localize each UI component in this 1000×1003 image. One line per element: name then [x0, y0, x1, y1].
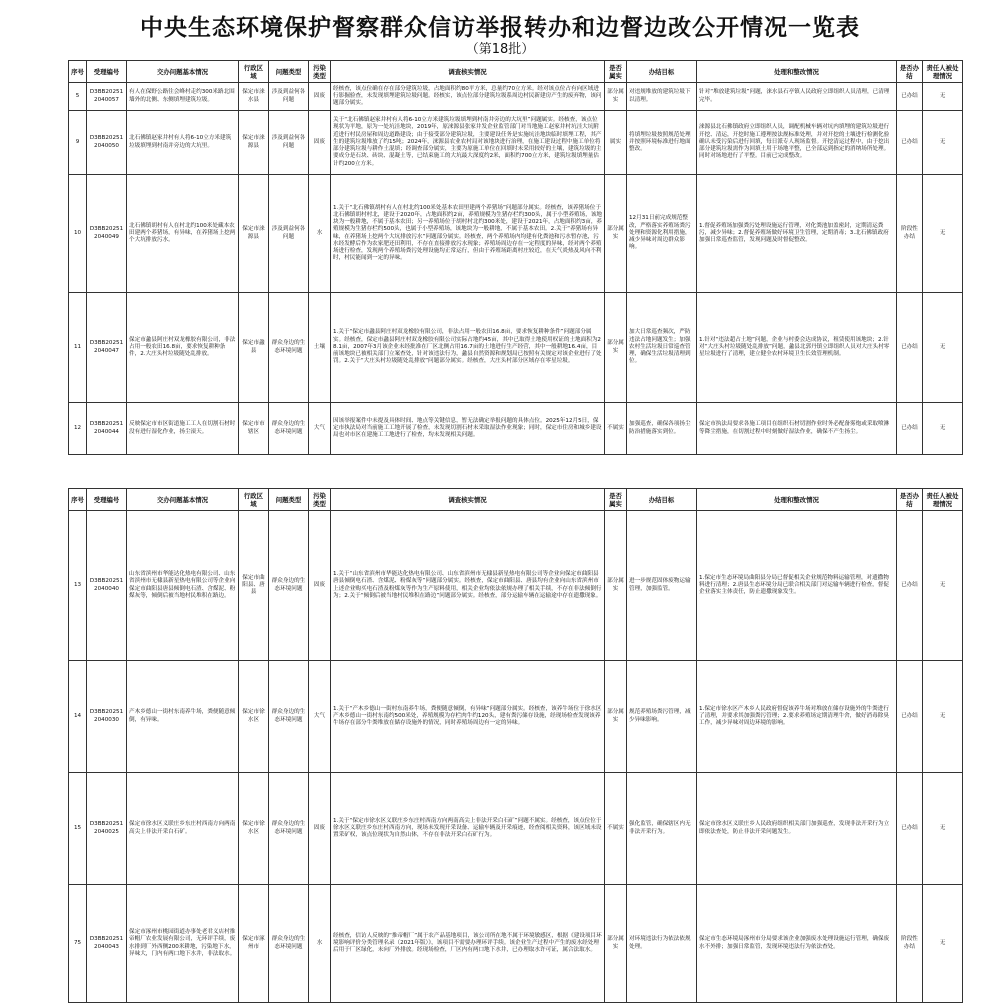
issue-description-cell: 有人在保野公路往会峰村走约300米路北围墙外的北侧、东侧填埋建筑垃圾。	[127, 83, 239, 111]
action-taken-cell: 1.保定市生态环境局曲阳县分局已督促相关企业规范物料运输管理，对遗撒物料进行清理；2.唐县生态环境分局已联合相关部门对运输车辆进行检查，督促企业落实主体责任，防止遗撒现象发生。	[697, 511, 897, 661]
row-number-cell: 5	[69, 83, 87, 111]
column-header-row-number: 序号	[69, 489, 87, 511]
completion-status-cell: 已办结	[897, 403, 923, 455]
column-header-region: 行政区域	[239, 61, 269, 83]
column-header-issue-description: 交办问题基本情况	[127, 61, 239, 83]
case-id-cell: D3BB20251 2040044	[87, 403, 127, 455]
issue-type-cell: 涉及到益何各问题	[269, 111, 309, 175]
column-header-verification: 调查核实情况	[331, 489, 605, 511]
is-true-cell: 部分属实	[605, 175, 627, 293]
case-id-cell: D3BB20251 2040047	[87, 293, 127, 403]
table-row	[69, 885, 963, 1003]
table-header-row	[69, 61, 963, 83]
issue-description-cell: 反映保定市市区街道施工工人在切割石材时没有进行湿化作业，扬尘滚天。	[127, 403, 239, 455]
case-id-cell: D3BB20251 2040025	[87, 773, 127, 885]
column-header-action-taken: 处理和整改情况	[697, 61, 897, 83]
pollution-type-cell: 大气	[309, 661, 331, 773]
case-id-cell: D3BB20251 2040049	[87, 175, 127, 293]
column-header-goal: 办结目标	[627, 489, 697, 511]
action-taken-cell: 针对“堆放建筑垃圾”问题，涞水县石亭镇人民政府立即组织人员清理，已清理完毕。	[697, 83, 897, 111]
table-header-row	[69, 489, 963, 511]
pollution-type-cell: 固废	[309, 511, 331, 661]
column-header-completion-status: 是否办结	[897, 489, 923, 511]
action-taken-cell: 保定市执法局要求各施工项目在组织石材切割作业时务必配备雾炮或采取喷淋等降尘措施，在切割过程中时刻做好湿法作业，确保不产生扬尘。	[697, 403, 897, 455]
issue-type-cell: 群众身边的生态环境问题	[269, 773, 309, 885]
issue-description-cell: 北石佛镇赵家井村有人将6-10立方米建筑垃圾填埋到村南并旁边的大坑里。	[127, 111, 239, 175]
pollution-type-cell: 固废	[309, 773, 331, 885]
goal-cell: 强化监管，确保辖区内无非法开采行为。	[627, 773, 697, 885]
region-cell: 保定市涞源县	[239, 111, 269, 175]
responsible-handling-cell: 无	[923, 885, 963, 1003]
pollution-type-cell: 水	[309, 175, 331, 293]
column-header-case-id: 受理编号	[87, 61, 127, 83]
column-header-verification: 调查核实情况	[331, 61, 605, 83]
completion-status-cell: 已办结	[897, 293, 923, 403]
is-true-cell: 不属实	[605, 403, 627, 455]
row-number-cell: 9	[69, 111, 87, 175]
table-row	[69, 661, 963, 773]
action-taken-cell: 1.针对“违法超占土地”问题，企业与村委会达成协议，租赁使用该地块；2.针对“大庄头村垃圾随处乱排放”问题，蠡县北郭丹镇立即组织人员对大庄头村零星垃圾进行了清理，建立健全农村环境卫生长效管理机制。	[697, 293, 897, 403]
case-id-cell: D3BB20251 2040050	[87, 111, 127, 175]
pollution-type-cell: 固废	[309, 111, 331, 175]
column-header-responsible-handling: 责任人被处理情况	[923, 61, 963, 83]
issue-description-cell: 产木乡德山一街村东南养牛场，粪便随意倾倒，有异味。	[127, 661, 239, 773]
issue-type-cell: 群众身边的生态环境问题	[269, 885, 309, 1003]
column-header-row-number: 序号	[69, 61, 87, 83]
action-taken-cell: 涞源县北石佛镇政府立即组织人员，调配机械车辆对坑内填埋的建筑垃圾进行开挖、清运，开挖时施工遵理按法规标准处理，并对开挖的土壤进行检测化验确认未受污染后进行回填，每日派专人现场监督。开挖清运过程中，由于挖出部分建筑垃圾需作为回填土用于场地平整，已全部运到指定的消纳场所处理。同时对场地进行了平整。目前已完成整改。	[697, 111, 897, 175]
row-number-cell: 12	[69, 403, 87, 455]
goal-cell: 加强巡查，确保各项扬尘防治措施落实到位。	[627, 403, 697, 455]
row-number-cell: 14	[69, 661, 87, 773]
is-true-cell: 不属实	[605, 773, 627, 885]
pollution-type-cell: 固废	[309, 83, 331, 111]
issue-description-cell: 保定市涿州市桃园街道办事处老君义店村推帝帽厂农业发展有限公司，无环评手续，废水排到厂外西侧200米耕地，污染地下水，异味大，门内有两口地下水井，非法取水。	[127, 885, 239, 1003]
region-cell: 保定市蠡县	[239, 293, 269, 403]
completion-status-cell: 已办结	[897, 511, 923, 661]
column-header-pollution-type: 污染类型	[309, 489, 331, 511]
goal-cell: 对违规堆放的建筑垃圾下以清理。	[627, 83, 697, 111]
completion-status-cell: 阶段性办结	[897, 885, 923, 1003]
is-true-cell: 部分属实	[605, 885, 627, 1003]
is-true-cell: 部分属实	[605, 293, 627, 403]
goal-cell: 对环境违法行为依法依规处理。	[627, 885, 697, 1003]
action-taken-cell: 保定市生态环境局涿州市分局要求该企业加强废水处理设施运行管理，确保废水不外排；加强日常监管，发现环境违法行为依法查处。	[697, 885, 897, 1003]
issue-description-cell: 北石佛镇胡村有人在村北约100米处藏本农田建两个养猪场，有异味，在养猪场上挖两个大坑排放污水。	[127, 175, 239, 293]
issue-type-cell: 群众身边的生态环境问题	[269, 511, 309, 661]
row-number-cell: 10	[69, 175, 87, 293]
column-header-region: 行政区域	[239, 489, 269, 511]
column-header-issue-type: 问题类型	[269, 489, 309, 511]
column-header-goal: 办结目标	[627, 61, 697, 83]
region-cell: 保定市徐水区	[239, 773, 269, 885]
pollution-type-cell: 土壤	[309, 293, 331, 403]
goal-cell: 12月31日前完成规范整改，严格落实养殖场粪污处理和资源化利用措施，减少异味对周边群众影响。	[627, 175, 697, 293]
pollution-type-cell: 大气	[309, 403, 331, 455]
column-header-issue-type: 问题类型	[269, 61, 309, 83]
table-row	[69, 773, 963, 885]
row-number-cell: 15	[69, 773, 87, 885]
region-cell: 保定市涞源县	[239, 175, 269, 293]
issue-type-cell: 群众身边的生态环境问题	[269, 293, 309, 403]
page-title: 中央生态环境保护督察群众信访举报转办和边督边改公开情况一览表	[140, 15, 860, 41]
column-header-is-true: 是否属实	[605, 61, 627, 83]
region-cell: 保定市涞水县	[239, 83, 269, 111]
table-row	[69, 83, 963, 111]
issue-type-cell: 涉及到益何各问题	[269, 83, 309, 111]
responsible-handling-cell: 无	[923, 661, 963, 773]
region-cell: 保定市市辖区	[239, 403, 269, 455]
issue-description-cell: 保定市徐水区义联庄乡东庄村西南方向两南高尖上非法开采白石矿。	[127, 773, 239, 885]
is-true-cell: 部分属实	[605, 511, 627, 661]
verification-cell: 1.关于“北石佛镇胡村有人在村北约100米处基本农田里建两个养猪场”问题部分属实。经核查，该养猪场位于北石佛镇胡村村北，建设于2020年，占地面积约2亩，养殖规模为生猪存栏约300头，属于小型养殖场，该地块为一般耕地，不属于基本农田；另一养殖场位于胡村村北约300米处，建设于2021年，占地面积约3亩，养殖规模为生猪存栏约500头，也属于小型养殖场，该地块为一般耕地，不属于基本农田。2.关于“养猪场有异味，在养猪场上挖两个大坑排放污水”问题部分属实。经核查，两个养殖场内均建有化粪池和污水暂存池，污水经发酵后作为农家肥还田利用，不存在直接排放污水现象；养殖场周边存在一定程度的异味，经对两个养殖场进行检查，发现两个养殖场粪污处理设施均正常运行，但由于养殖场距离村庄较近，在天气炎热及风向不利时，村民能闻到一定的异味。	[331, 175, 605, 293]
is-true-cell: 部分属实	[605, 83, 627, 111]
action-taken-cell: 1.保定市徐水区产木乡人民政府督促该养牛场对堆放在储存设施外的牛粪进行了清理，并要求其加强粪污管理；2.要求养殖场定期清理牛舍，做好消毒除臭工作，减少异味对周边环境的影响。	[697, 661, 897, 773]
row-number-cell: 11	[69, 293, 87, 403]
is-true-cell: 部分属实	[605, 661, 627, 773]
column-header-issue-description: 交办问题基本情况	[127, 489, 239, 511]
verification-cell: 1.关于“保定市蠡县阿庄村双龙橡胶有限公司，非法占用一般农田16.8亩，要求恢复耕种条件”问题部分属实。经核查，保定市蠡县阿庄村双龙橡胶有限公司实际占地约45亩，其中已取得土地使用权证的土地面积为28.1亩，2007年3月该企业未经批准在厂区北侧占用16.7亩的土地进行生产经营，其中一般耕地16.4亩，目前该地块已被相关部门立案查处，针对该违法行为，蠡县自然资源和规划局已按照有关规定对该企业进行了处罚。2.关于“大庄头村垃圾随处乱排放”问题部分属实。经核查，大庄头村部分区域存在零星垃圾。	[331, 293, 605, 403]
case-id-cell: D3BB20251 2040030	[87, 661, 127, 773]
completion-status-cell: 阶段性办结	[897, 175, 923, 293]
column-header-completion-status: 是否办结	[897, 61, 923, 83]
verification-cell: 1.关于“产木乡德山一街村东南养牛场，粪便随意倾倒，有异味”问题部分属实。经核查，该养牛场位于徐水区产木乡德山一街村东南约500米处，养殖规模为存栏肉牛约120头，建有粪污储存设施，经现场检查发现该养牛场存在部分牛粪堆放在储存设施外的情况，同时养殖场周边有一定的异味。	[331, 661, 605, 773]
pollution-type-cell: 水	[309, 885, 331, 1003]
disclosure-table-1	[68, 60, 963, 455]
verification-cell: 关于“北石佛镇赵家井村有人将6-10立方米建筑垃圾填埋到村南井旁边的大坑里”问题属实。经核查，该点位现状为平地，原为一处坑洼地块，2019年，原涞源县张家井发企业监管部门对当地施工赵家井村坑洼大坑附近进行村民房屋和周边道路建设；由于接受部分建筑垃圾，主要建设任务是实施坑洼地块临时填埋工程，其产生的建筑垃圾堆放了约15吨；2024年，涞源县农业农村局对该地块进行治理，在施工建设过程中施工单位将部分建筑垃圾与耕作土混填；经调查部分属实，主要为原施工单位在回填时未采用较好的土壤，建筑垃圾的主要成分是石块、砖块、混凝土等，已结束施工的大坑最大深度约2米，面积约700立方米，建筑垃圾填埋量估计约200立方米。	[331, 111, 605, 175]
goal-cell: 规范养殖场粪污管理，减少异味影响。	[627, 661, 697, 773]
column-header-case-id: 受理编号	[87, 489, 127, 511]
column-header-is-true: 是否属实	[605, 489, 627, 511]
completion-status-cell: 已办结	[897, 773, 923, 885]
page-subtitle: （第18批）	[465, 42, 535, 57]
region-cell: 保定市曲阳县、唐县	[239, 511, 269, 661]
responsible-handling-cell: 无	[923, 403, 963, 455]
responsible-handling-cell: 无	[923, 83, 963, 111]
responsible-handling-cell: 无	[923, 293, 963, 403]
action-taken-cell: 1.督促养殖场加强粪污处理设施运行管理，对化粪池加盖密封，定期清运粪污，减少异味；2.督促养殖场做好环境卫生管理，定期消毒；3.北石佛镇政府加强日常巡查监管，发现问题及时督促整改。	[697, 175, 897, 293]
column-header-pollution-type: 污染类型	[309, 61, 331, 83]
region-cell: 保定市涿州市	[239, 885, 269, 1003]
table-row	[69, 111, 963, 175]
verification-cell: 经核查，信访人反映的“推帝帽厂”属于农产品基地项目，该公司所在地不属于环境敏感区，根据《建设项目环境影响评价分类管理名录（2021年版）》，该项目不需要办理环评手续。该企业生产过程中产生的废水经处理后用于厂区绿化，未向厂外排放。经现场检查，厂区内有两口地下水井，已办理取水许可证，属合法取水。	[331, 885, 605, 1003]
goal-cell: 加大日常巡查频次，严防违法占地问题发生；加强农村生活垃圾日常巡查管理，确保生活垃圾清理到位。	[627, 293, 697, 403]
issue-type-cell: 群众身边的生态环境问题	[269, 661, 309, 773]
table-row	[69, 511, 963, 661]
responsible-handling-cell: 无	[923, 175, 963, 293]
disclosure-table-2	[68, 488, 963, 1003]
completion-status-cell: 已办结	[897, 661, 923, 773]
verification-cell: 因该举报案件中未提及具体时间、地点等关键信息，暂无法确定举报问题的具体点位。2025年12月5日，保定市执法局对当前施工工地开展了检查，未发现切割石材未采取湿法作业现象；同时，保定市住房和城乡建设局也对市区在建施工工地进行了检查，均未发现相关问题。	[331, 403, 605, 455]
case-id-cell: D3BB20251 2040040	[87, 511, 127, 661]
issue-type-cell: 涉及到益何各问题	[269, 175, 309, 293]
completion-status-cell: 已办结	[897, 111, 923, 175]
case-id-cell: D3BB20251 2040043	[87, 885, 127, 1003]
case-id-cell: D3BB20251 2040057	[87, 83, 127, 111]
row-number-cell: 13	[69, 511, 87, 661]
responsible-handling-cell: 无	[923, 111, 963, 175]
verification-cell: 经核查，该点位确在存在部分建筑垃圾，占地面积约80平方米，总量约70立方米。经对该点位占有向区域进行影掘验查，未发现填埋建筑垃圾问题。经核实，该点位部分建筑垃圾系周边村民新建房产生的废弃物，该问题部分属实。	[331, 83, 605, 111]
column-header-responsible-handling: 责任人被处理情况	[923, 489, 963, 511]
column-header-action-taken: 处理和整改情况	[697, 489, 897, 511]
completion-status-cell: 已办结	[897, 83, 923, 111]
responsible-handling-cell: 无	[923, 773, 963, 885]
issue-type-cell: 群众身边的生态环境问题	[269, 403, 309, 455]
responsible-handling-cell: 无	[923, 511, 963, 661]
table-row	[69, 403, 963, 455]
goal-cell: 进一步规范固体废物运输管理，加强监管。	[627, 511, 697, 661]
issue-description-cell: 山东省滨州市华能达化热电有限公司、山东省滨州市无棣县新星热电有限公司等企业向保定市曲阳县唐县倾倒电石渣、含煤泥、粉煤灰等，倾倒后被当地村民堆积在路边。	[127, 511, 239, 661]
region-cell: 保定市徐水区	[239, 661, 269, 773]
issue-description-cell: 保定市蠡县阿庄村双龙橡胶有限公司，非法占用一般农田16.8亩，要求恢复耕种条件，2.大庄头村垃圾随处乱排放。	[127, 293, 239, 403]
verification-cell: 1.关于“山东省滨州市华能达化热电有限公司、山东省滨州市无棣县新星热电有限公司等企业向保定市曲阳县唐县倾倒电石渣、含煤泥、粉煤灰等”问题部分属实。经核查，保定市曲阳县、唐县均有企业向山东省滨州市上述企业购买电石渣及粉煤灰等作为生产原料使用，相关企业均依法依规办理了相关手续，不存在非法倾倒行为；2.关于“倾倒后被当地村民堆积在路边”问题部分属实。经核查，部分运输车辆在运输途中存在遗撒现象。	[331, 511, 605, 661]
goal-cell: 将填埋垃圾按照规范处理并按照环境标准进行地面整改。	[627, 111, 697, 175]
action-taken-cell: 保定市徐水区义联庄乡人民政府组织相关部门加强巡查，发现非法开采行为立即依法查处，防止非法开采问题发生。	[697, 773, 897, 885]
table-row	[69, 175, 963, 293]
table-row	[69, 293, 963, 403]
row-number-cell: 75	[69, 885, 87, 1003]
verification-cell: 1.关于“保定市徐水区义联庄乡东庄村西南方向两南高尖上非法开采白石矿”问题不属实。经核查，该点位位于徐水区义联庄乡东庄村西南方向，现场未发现开采设备、运输车辆及开采痕迹，经查阅相关资料，该区域未设置采矿权，该点位现状为自然山体，不存在非法开采白石矿行为。	[331, 773, 605, 885]
is-true-cell: 属实	[605, 111, 627, 175]
